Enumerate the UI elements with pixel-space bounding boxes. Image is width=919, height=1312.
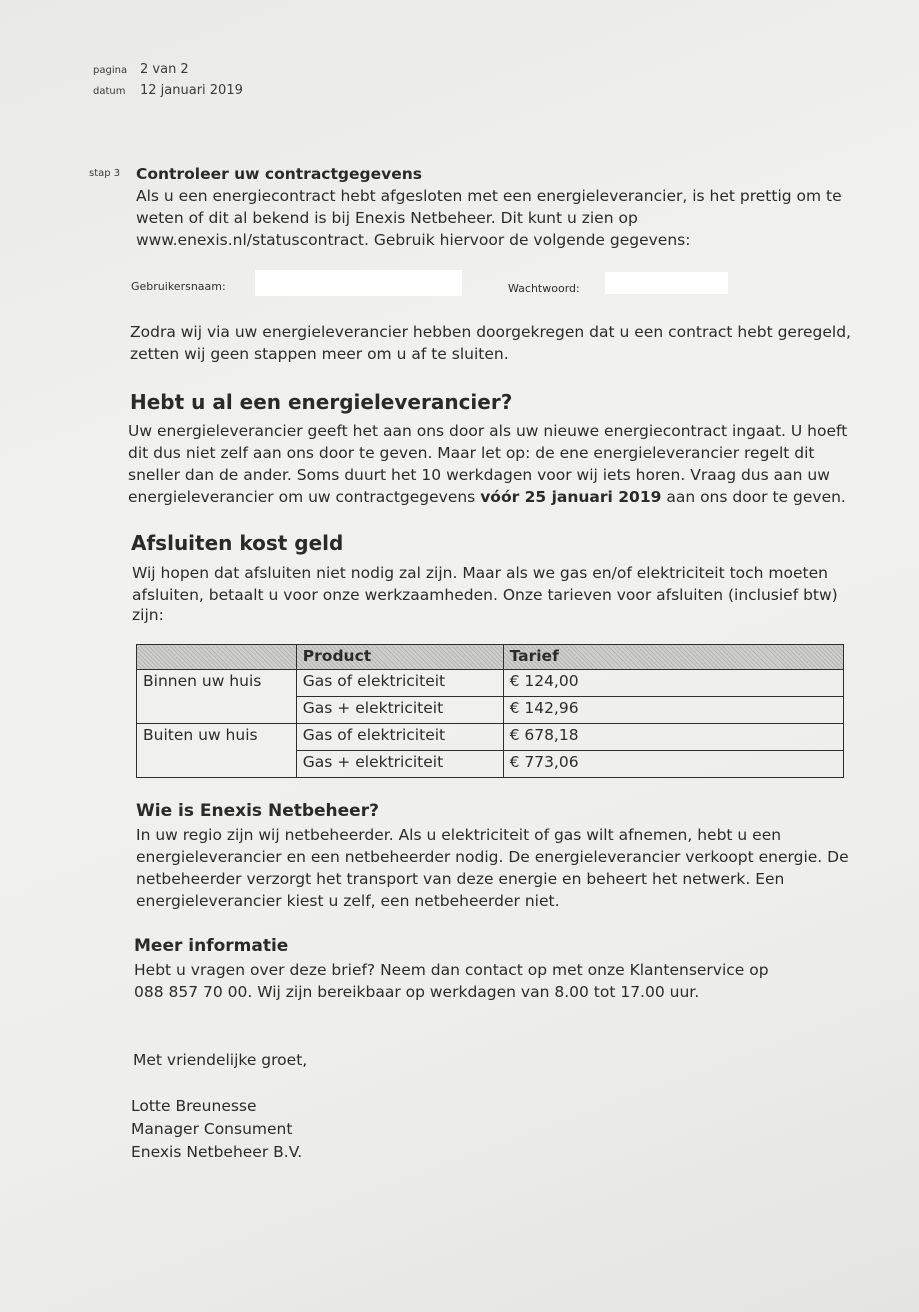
deadline-date: vóór 25 januari 2019 bbox=[480, 488, 662, 506]
info-title: Meer informatie bbox=[134, 936, 289, 956]
table-header-row bbox=[137, 645, 844, 670]
header-tariff: Tarief bbox=[503, 645, 843, 670]
tariff-cell: € 124,00 bbox=[503, 670, 843, 697]
supplier-title: Hebt u al een energieleverancier? bbox=[130, 390, 513, 414]
who-section bbox=[136, 800, 906, 912]
table-row bbox=[137, 670, 844, 697]
signer-role: Manager Consument bbox=[131, 1120, 293, 1138]
location-outside: Buiten uw huis bbox=[137, 724, 297, 778]
date-row bbox=[93, 83, 243, 98]
table-row bbox=[137, 724, 844, 751]
cost-line-2: afsluiten, betaalt u voor onze werkzaamheden. Onze tarieven voor afsluiten (inclusief btw) bbox=[132, 586, 838, 604]
who-line-2: energieleverancier en een netbeheerder nodig. De energieleverancier verkoopt energie. De bbox=[136, 848, 849, 866]
username-label: Gebruikersnaam: bbox=[131, 280, 226, 293]
product-cell: Gas of elektriciteit bbox=[296, 724, 503, 751]
header-location bbox=[137, 645, 297, 670]
signer-company: Enexis Netbeheer B.V. bbox=[131, 1143, 303, 1161]
tariff-cell: € 142,96 bbox=[503, 697, 843, 724]
step-label: stap 3 bbox=[89, 168, 121, 179]
cost-line-3: zijn: bbox=[132, 606, 164, 624]
supplier-line-3: sneller dan de ander. Soms duurt het 10 werkdagen voor wij iets horen. Vraag dus aan uw bbox=[128, 466, 830, 484]
product-cell: Gas of elektriciteit bbox=[296, 670, 503, 697]
info-line-1: Hebt u vragen over deze brief? Neem dan contact op met onze Klantenservice op bbox=[134, 961, 769, 979]
who-line-4: energieleverancier kiest u zelf, een netbeheerder niet. bbox=[136, 892, 560, 910]
closing-greeting: Met vriendelijke groet, bbox=[133, 1051, 308, 1069]
step3-after-line-2: zetten wij geen stappen meer om u af te sluiten. bbox=[130, 345, 509, 363]
supplier-line-1: Uw energieleverancier geeft het aan ons door als uw nieuwe energiecontract ingaat. U hoeft bbox=[128, 422, 848, 440]
who-title: Wie is Enexis Netbeheer? bbox=[136, 801, 379, 821]
header-product: Product bbox=[296, 645, 503, 670]
info-section bbox=[134, 935, 904, 1003]
step3-title: Controleer uw contractgegevens bbox=[136, 165, 422, 183]
step3-after-line-1: Zodra wij via uw energieleverancier hebben doorgekregen dat u een contract hebt geregeld, bbox=[130, 323, 851, 341]
info-line-2: 088 857 70 00. Wij zijn bereikbaar op werkdagen van 8.00 tot 17.00 uur. bbox=[134, 983, 700, 1001]
signer-name: Lotte Breunesse bbox=[131, 1097, 257, 1115]
cost-title: Afsluiten kost geld bbox=[131, 531, 344, 555]
page-label: pagina bbox=[93, 65, 128, 76]
supplier-line-4 bbox=[128, 486, 913, 508]
product-cell: Gas + elektriciteit bbox=[296, 697, 503, 724]
supplier-line-4-post: aan ons door te geven. bbox=[661, 488, 846, 506]
date-value: 12 januari 2019 bbox=[140, 83, 243, 98]
page-number-row bbox=[93, 62, 189, 77]
page-value: 2 van 2 bbox=[140, 62, 189, 77]
username-redacted bbox=[255, 270, 462, 296]
location-inside: Binnen uw huis bbox=[137, 670, 297, 724]
supplier-line-4-pre: energieleverancier om uw contractgegevens bbox=[128, 488, 481, 506]
who-line-3: netbeheerder verzorgt het transport van deze energie en beheert het netwerk. Een bbox=[136, 870, 785, 888]
step3-line-1: Als u een energiecontract hebt afgesloten met een energieleverancier, is het prettig om te bbox=[136, 187, 842, 205]
step3-line-3: www.enexis.nl/statuscontract. Gebruik hiervoor de volgende gegevens: bbox=[136, 231, 691, 249]
tariff-table bbox=[136, 644, 844, 778]
tariff-cell: € 678,18 bbox=[503, 724, 843, 751]
who-line-1: In uw regio zijn wij netbeheerder. Als u elektriciteit of gas wilt afnemen, hebt u een bbox=[136, 826, 782, 844]
cost-line-1: Wij hopen dat afsluiten niet nodig zal zijn. Maar als we gas en/of elektriciteit toch moeten bbox=[132, 564, 828, 582]
supplier-line-2: dit dus niet zelf aan ons door te geven. Maar let op: de ene energieleverancier regelt dit bbox=[128, 444, 815, 462]
product-cell: Gas + elektriciteit bbox=[296, 751, 503, 778]
password-label: Wachtwoord: bbox=[508, 282, 580, 295]
step3-line-2: weten of dit al bekend is bij Enexis Netbeheer. Dit kunt u zien op bbox=[136, 209, 638, 227]
tariff-cell: € 773,06 bbox=[503, 751, 843, 778]
cost-text bbox=[132, 562, 902, 624]
date-label: datum bbox=[93, 86, 126, 97]
password-redacted bbox=[605, 272, 728, 294]
step3-after-text bbox=[130, 321, 900, 365]
step3-section bbox=[136, 163, 906, 251]
supplier-text bbox=[128, 420, 913, 508]
